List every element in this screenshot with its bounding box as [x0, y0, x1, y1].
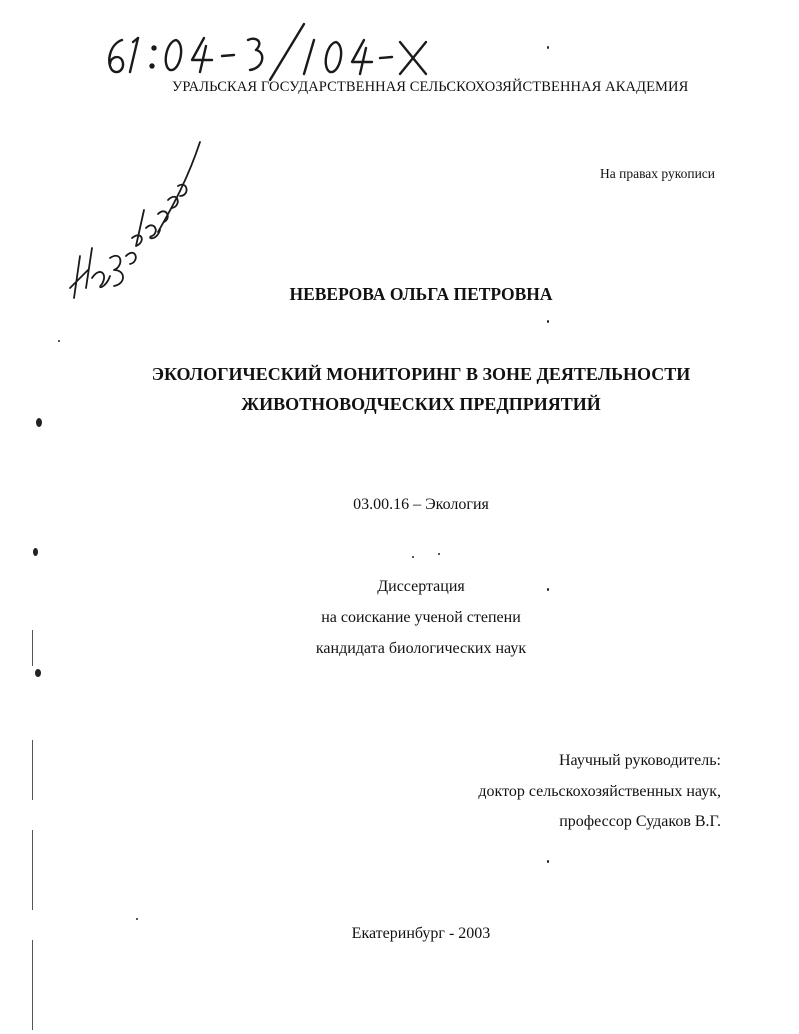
specialty-code: 03.00.16 – Экология — [353, 496, 489, 513]
scan-speck — [547, 860, 549, 863]
scan-speck — [33, 548, 38, 556]
scan-speck — [547, 588, 549, 591]
handwritten-catalog-code — [100, 22, 440, 82]
dissertation-title-line1: ЭКОЛОГИЧЕСКИЙ МОНИТОРИНГ В ЗОНЕ ДЕЯТЕЛЬНОСТИ — [151, 364, 691, 384]
dissertation-degree-line: на соискание ученой степени — [321, 609, 521, 626]
dissertation-field-line: кандидата биологических наук — [315, 640, 527, 657]
scan-speck — [136, 918, 138, 920]
academy-name: УРАЛЬСКАЯ ГОСУДАРСТВЕННАЯ СЕЛЬСКОХОЗЯЙСТВЕННАЯ АКАДЕМИЯ — [172, 79, 689, 95]
scan-speck — [547, 46, 549, 49]
dissertation-type: Диссертация — [377, 578, 465, 595]
supervisor-label: Научный руководитель: — [558, 752, 721, 769]
supervisor-degree: доктор сельскохозяйственных наук, — [478, 783, 721, 800]
scan-speck — [438, 553, 440, 555]
scan-margin-line — [32, 630, 33, 666]
scan-margin-line — [32, 740, 33, 800]
scan-speck — [58, 340, 60, 342]
city-year: Екатеринбург - 2003 — [351, 925, 491, 942]
scan-speck — [35, 669, 41, 677]
scan-speck — [547, 320, 549, 323]
scan-margin-line — [32, 940, 33, 1030]
scan-margin-line — [32, 830, 33, 910]
scan-speck — [36, 418, 42, 427]
dissertation-title-line2: ЖИВОТНОВОДЧЕСКИХ ПРЕДПРИЯТИЙ — [241, 394, 601, 414]
supervisor-name: профессор Судаков В.Г. — [559, 813, 721, 830]
scan-speck — [412, 556, 414, 558]
author-name: НЕВЕРОВА ОЛЬГА ПЕТРОВНА — [289, 284, 553, 304]
rights-notice: На правах рукописи — [600, 166, 716, 181]
